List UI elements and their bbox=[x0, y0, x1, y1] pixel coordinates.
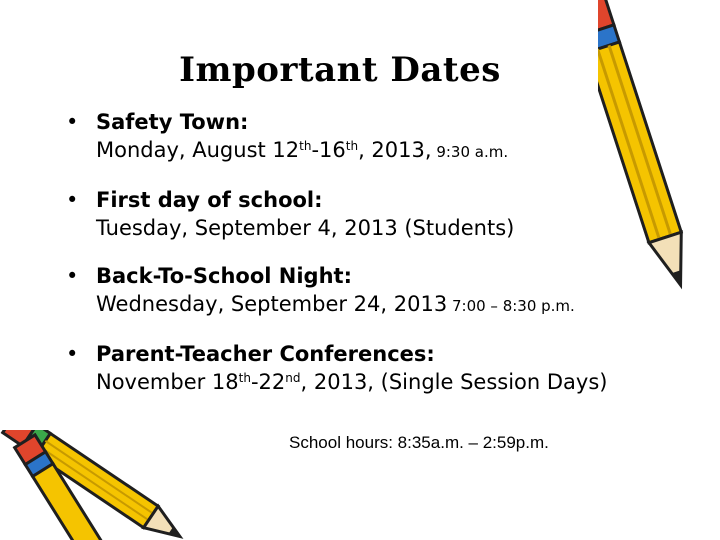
detail-text: , 2013, (Single Session Days) bbox=[300, 370, 608, 394]
detail-text: Wednesday, September 24, 2013 bbox=[96, 292, 448, 316]
list-item bbox=[66, 262, 666, 320]
bullet: • bbox=[66, 110, 79, 134]
detail-text: November 18 bbox=[96, 370, 239, 394]
item-detail bbox=[96, 290, 666, 320]
superscript: th bbox=[299, 139, 312, 153]
list-item bbox=[66, 186, 666, 242]
detail-text: , 2013, bbox=[358, 138, 432, 162]
item-detail bbox=[96, 136, 666, 166]
important-dates-list bbox=[66, 108, 666, 416]
detail-time: 7:00 – 8:30 p.m. bbox=[447, 297, 575, 315]
bullet: • bbox=[66, 188, 79, 212]
superscript: nd bbox=[285, 371, 301, 385]
bullet: • bbox=[66, 342, 79, 366]
detail-time: 9:30 a.m. bbox=[431, 143, 509, 161]
item-heading: Parent-Teacher Conferences: bbox=[96, 342, 435, 366]
bullet: • bbox=[66, 264, 79, 288]
item-detail bbox=[96, 368, 666, 396]
superscript: th bbox=[345, 139, 359, 153]
page-title: Important Dates bbox=[179, 50, 501, 90]
superscript: th bbox=[238, 371, 251, 385]
detail-text: -22 bbox=[250, 370, 286, 394]
item-heading: First day of school: bbox=[96, 188, 323, 212]
item-heading: Back-To-School Night: bbox=[96, 264, 352, 288]
pencil-icon-bottom-left bbox=[0, 430, 200, 540]
item-heading: Safety Town: bbox=[96, 110, 249, 134]
item-detail: Tuesday, September 4, 2013 (Students) bbox=[96, 216, 515, 240]
detail-text: -16 bbox=[311, 138, 346, 162]
school-hours: School hours: 8:35a.m. – 2:59p.m. bbox=[289, 433, 549, 452]
detail-text: Monday, August 12 bbox=[96, 138, 300, 162]
list-item bbox=[66, 108, 666, 166]
list-item bbox=[66, 340, 666, 396]
